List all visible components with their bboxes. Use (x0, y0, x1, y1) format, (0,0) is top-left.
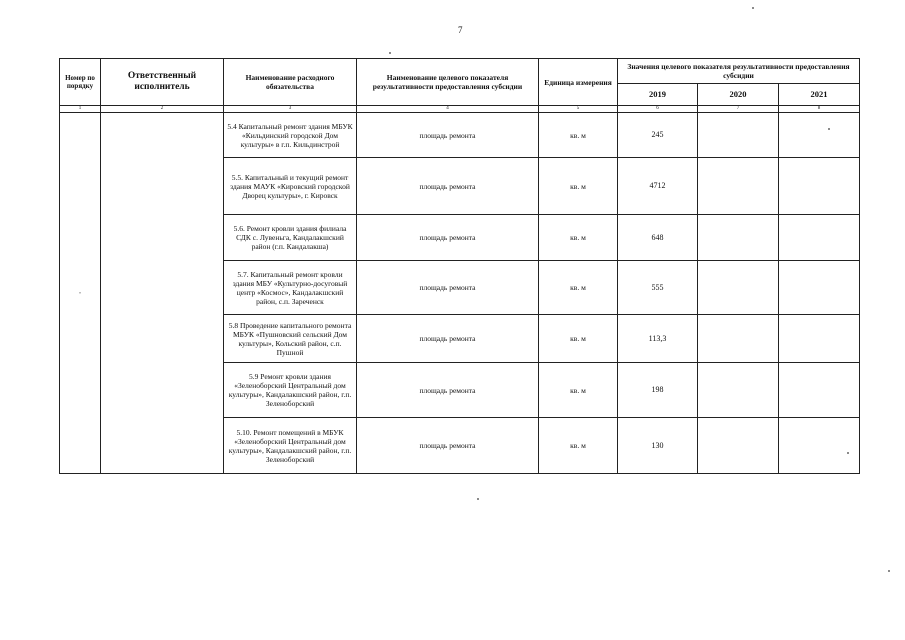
header-year-2021: 2021 (779, 84, 860, 106)
column-number: 7 (698, 106, 779, 113)
obligation-cell: 5.5. Капитальный и текущий ремонт здания МАУК «Кировский городской Дворец культуры», г. Кировск (224, 158, 357, 215)
header-obligation: Наименование расходного обязательства (224, 59, 357, 106)
column-number: 5 (539, 106, 618, 113)
header-executor: Ответственный исполнитель (101, 59, 224, 106)
header-indicator: Наименование целевого показателя результативности предоставления субсидии (357, 59, 539, 106)
value-2021-cell (779, 113, 860, 158)
scan-speck (888, 570, 890, 572)
unit-cell: кв. м (539, 158, 618, 215)
obligation-cell: 5.10. Ремонт помещений в МБУК «Зеленоборский Центральный дом культуры», Кандалакшский район, г.п. Зеленоборский (224, 418, 357, 474)
value-2019-cell: 113,3 (618, 315, 698, 363)
value-2021-cell (779, 158, 860, 215)
value-2021-cell (779, 261, 860, 315)
header-unit: Единица измерения (539, 59, 618, 106)
unit-cell: кв. м (539, 418, 618, 474)
value-2020-cell (698, 158, 779, 215)
value-2020-cell (698, 363, 779, 418)
value-2019-cell: 198 (618, 363, 698, 418)
unit-cell: кв. м (539, 363, 618, 418)
obligation-cell: 5.8 Проведение капитального ремонта МБУК «Пушновский сельский Дом культуры», Кольский район, с.п. Пушной (224, 315, 357, 363)
value-2020-cell (698, 261, 779, 315)
column-number: 8 (779, 106, 860, 113)
indicator-cell: площадь ремонта (357, 215, 539, 261)
header-year-2019: 2019 (618, 84, 698, 106)
value-2019-cell: 130 (618, 418, 698, 474)
value-2020-cell (698, 315, 779, 363)
unit-cell: кв. м (539, 315, 618, 363)
indicator-table (59, 58, 860, 474)
indicator-cell: площадь ремонта (357, 261, 539, 315)
scan-mark: ' (79, 291, 81, 300)
indicator-cell: площадь ремонта (357, 315, 539, 363)
page-number: 7 (458, 25, 463, 35)
indicator-cell: площадь ремонта (357, 363, 539, 418)
value-2019-cell: 4712 (618, 158, 698, 215)
header-year-2020: 2020 (698, 84, 779, 106)
value-2019-cell: 245 (618, 113, 698, 158)
obligation-cell: 5.4 Капитальный ремонт здания МБУК «Кильдинский городской Дом культуры» в г.п. Кильдинстрой (224, 113, 357, 158)
column-number: 3 (224, 106, 357, 113)
obligation-cell: 5.9 Ремонт кровли здания «Зеленоборский Центральный дом культуры», Кандалакшский район, г.п. Зеленоборский (224, 363, 357, 418)
header-order: Номер по порядку (60, 59, 101, 106)
value-2019-cell: 648 (618, 215, 698, 261)
executor-cell (101, 113, 224, 474)
column-number-row (60, 106, 860, 113)
value-2020-cell (698, 113, 779, 158)
header-values: Значения целевого показателя результативности предоставления субсидии (618, 59, 860, 84)
unit-cell: кв. м (539, 215, 618, 261)
value-2021-cell (779, 215, 860, 261)
scan-speck (752, 7, 754, 9)
indicator-cell: площадь ремонта (357, 418, 539, 474)
unit-cell: кв. м (539, 261, 618, 315)
unit-cell: кв. м (539, 113, 618, 158)
value-2020-cell (698, 418, 779, 474)
column-number: 4 (357, 106, 539, 113)
column-number: 6 (618, 106, 698, 113)
value-2021-cell (779, 363, 860, 418)
order-cell (60, 113, 101, 474)
header-row (60, 59, 860, 84)
value-2019-cell: 555 (618, 261, 698, 315)
scan-speck (477, 498, 479, 500)
obligation-cell: 5.6. Ремонт кровли здания филиала СДК с. Лувеньга, Кандалакшский район (г.п. Кандалакша) (224, 215, 357, 261)
scan-speck (389, 52, 391, 54)
column-number: 2 (101, 106, 224, 113)
table-row (60, 113, 860, 158)
obligation-cell: 5.7. Капитальный ремонт кровли здания МБУ «Культурно-досуговый центр «Космос», Кандалакшский район, с.п. Зареченск (224, 261, 357, 315)
column-number: 1 (60, 106, 101, 113)
indicator-cell: площадь ремонта (357, 158, 539, 215)
value-2020-cell (698, 215, 779, 261)
value-2021-cell (779, 315, 860, 363)
value-2021-cell (779, 418, 860, 474)
indicator-cell: площадь ремонта (357, 113, 539, 158)
